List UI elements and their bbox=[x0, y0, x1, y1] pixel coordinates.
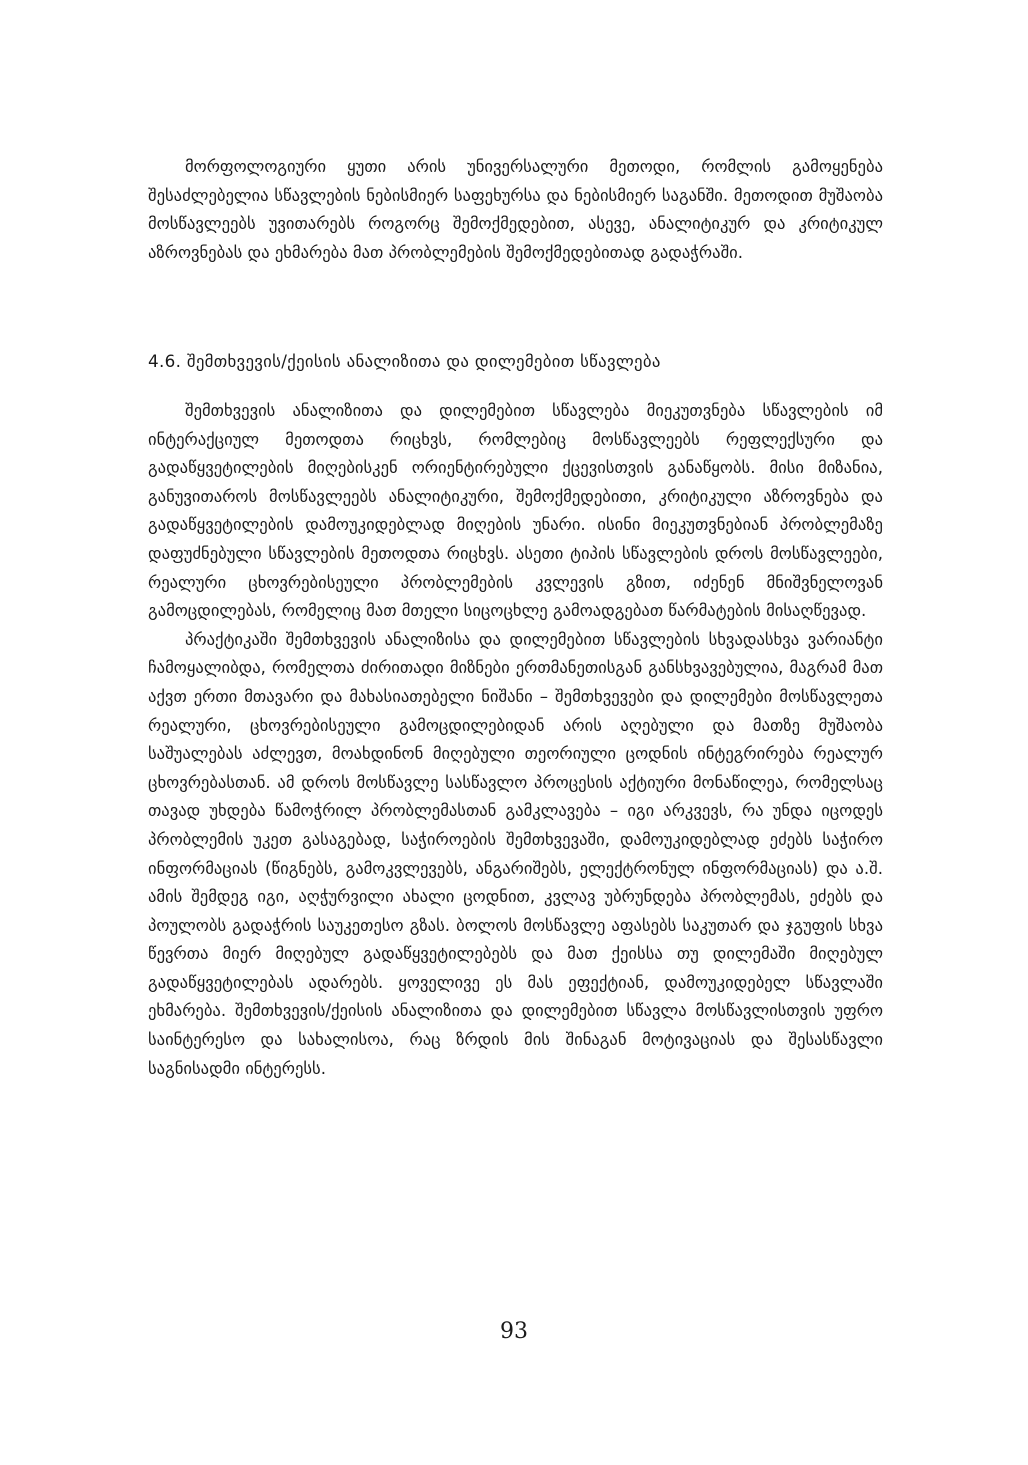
intro-paragraph: მორფოლოგიური ყუთი არის უნივერსალური მეთოდი, რომლის გამოყენება შესაძლებელია სწავლების ნებისმიერ საფეხურსა და ნებისმიერ საგანში. მეთოდით მუშაობა მოსწავლეებს უვითარებს როგორც შემოქმედებით, ასევე, ანალიტიკურ და კრიტიკულ აზროვნებას და ეხმარება მათ პრობლემების შემოქმედებითად გადაჭრაში. bbox=[148, 157, 883, 262]
section-heading: 4.6. შემთხვევის/ქეისის ანალიზითა და დილემებით სწავლება bbox=[148, 351, 661, 371]
page-number: 93 bbox=[500, 1319, 528, 1344]
body-paragraph-2: პრაქტიკაში შემთხვევის ანალიზისა და დილემებით სწავლების სხვადასხვა ვარიანტი ჩამოყალიბდა, რომელთა ძირითადი მიზნები ერთმანეთისგან განსხვავებულია, მაგრამ მათ აქვთ ერთი მთავარი და მახასიათებელი ნიშანი – შემთხვევები და დილემები მოსწავლეთა რეალური, ცხოვრებისეული გამოცდილებიდან არის აღებული და მათზე მუშაობა საშუალებას აძლევთ, მოახდინონ მიღებული თეორიული ცოდნის ინტეგრირება რეალურ ცხოვრებასთან. ამ დროს მოსწავლე სასწავლო პროცესის აქტიური მონაწილეა, რომელსაც თავად უხდება წამოჭრილ პრობლემასთან გამკლავება – იგი არკვევს, რა უნდა იცოდეს პრობლემის უკეთ გასაგებად, საჭიროების შემთხვევაში, დამოუკიდებლად ეძებს საჭირო ინფორმაციას (წიგნებს, გამოკვლევებს, ანგარიშებს, ელექტრონულ ინფორმაციას) და ა.შ. ამის შემდეგ იგი, აღჭურვილი ახალი ცოდნით, კვლავ უბრუნდება პრობლემას, ეძებს და პოულობს გადაჭრის საუკეთესო გზას. ბოლოს მოსწავლე აფასებს საკუთარ და ჯგუფის სხვა წევრთა მიერ მიღებულ გადაწყვეტილებებს და მათ ქეისსა თუ დილემაში მიღებულ გადაწყვეტილებას ადარებს. ყოველივე ეს მას ეფექტიან, დამოუკიდებელ სწავლაში ეხმარება. შემთხვევის/ქეისის ანალიზითა და დილემებით სწავლა მოსწავლისთვის უფრო საინტერესო და სახალისოა, რაც ზრდის მის შინაგან მოტივაციას და შესასწავლი საგნისადმი ინტერესს. bbox=[148, 629, 883, 1078]
section-body bbox=[148, 397, 883, 1083]
body-paragraph-1: შემთხვევის ანალიზითა და დილემებით სწავლება მიეკუთვნება სწავლების იმ ინტერაქციულ მეთოდთა რიცხვს, რომლებიც მოსწავლეებს რეფლექსური და გადაწყვეტილების მიღებისკენ ორიენტირებული ქცევისთვის განაწყობს. მისი მიზანია, განუვითაროს მოსწავლეებს ანალიტიკური, შემოქმედებითი, კრიტიკული აზროვნება და გადაწყვეტილების დამოუკიდებლად მიღების უნარი. ისინი მიეკუთვნებიან პრობლემაზე დაფუძნებული სწავლების მეთოდთა რიცხვს. ასეთი ტიპის სწავლების დროს მოსწავლეები, რეალური ცხოვრებისეული პრობლემების კვლევის გზით, იძენენ მნიშვნელოვან გამოცდილებას, რომელიც მათ მთელი სიცოცხლე გამოადგებათ წარმატების მისაღწევად. bbox=[148, 401, 883, 621]
intro-text-block bbox=[148, 153, 883, 267]
